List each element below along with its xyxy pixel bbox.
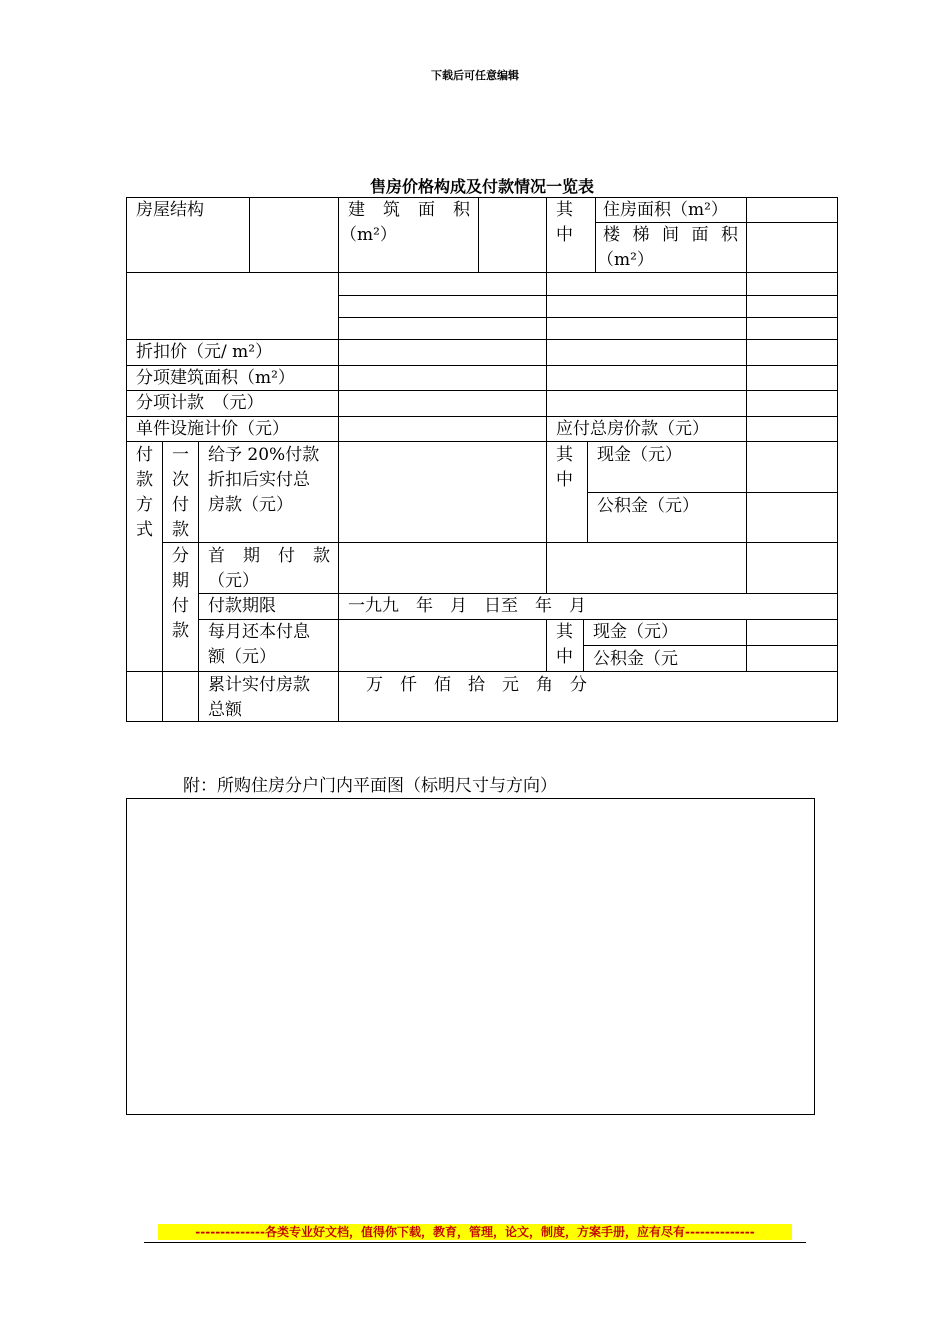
one-time-payment-label: 次: [172, 470, 189, 490]
building-area-label: 建 筑 面 积: [348, 200, 470, 220]
one-time-payment-label: 款: [172, 520, 189, 540]
of-which-label-2: 中: [556, 225, 573, 245]
installment-label: 款: [172, 621, 189, 641]
discount-price-label: 折扣价（元/ m²）: [136, 342, 273, 362]
footer-divider: [144, 1242, 806, 1243]
installment-label: 付: [172, 596, 189, 616]
payment-method-label: 式: [136, 520, 153, 540]
payment-method-label: 方: [136, 495, 153, 515]
down-payment-unit: （元）: [208, 571, 259, 591]
of-which-label-2: 中: [556, 470, 573, 490]
one-time-payment-label: 一: [172, 445, 189, 465]
item-building-area-label: 分项建筑面积（m²）: [136, 368, 295, 388]
one-time-desc: 折扣后实付总: [208, 470, 310, 490]
payment-term-label: 付款期限: [208, 596, 276, 616]
payment-method-label: 款: [136, 470, 153, 490]
of-which-label: 其: [556, 622, 573, 642]
document-title: 售房价格构成及付款情况一览表: [369, 177, 594, 196]
item-amount-label: 分项计款 （元）: [136, 393, 264, 413]
payment-term-value: 一九九 年 月 日至 年 月: [348, 596, 586, 616]
amount-units: 万 仟 佰 拾 元 角 分: [366, 675, 587, 695]
monthly-repay-label: 额（元）: [208, 647, 276, 667]
house-structure-label: 房屋结构: [136, 200, 204, 220]
cumulative-label: 累计实付房款: [208, 675, 310, 695]
floor-plan-box: [126, 798, 815, 1115]
header-note: 下载后可任意编辑: [431, 69, 519, 82]
provident-fund-label: 公积金（元）: [597, 496, 699, 516]
cumulative-label: 总额: [208, 700, 242, 720]
down-payment-label: 首 期 付 款: [208, 546, 330, 566]
attachment-label: 附：所购住房分户门内平面图（标明尺寸与方向）: [183, 776, 557, 796]
installment-label: 分: [172, 546, 189, 566]
cash-label: 现金（元）: [593, 622, 678, 642]
one-time-desc: 房款（元）: [208, 495, 293, 515]
stair-area-label: 楼 梯 间 面 积: [603, 225, 738, 245]
footer-banner: --------------各类专业好文档，值得你下载，教育，管理，论文，制度，方案手册，应有尽有--------------: [158, 1224, 792, 1240]
building-area-unit: （m²）: [340, 225, 397, 245]
facility-price-label: 单件设施计价（元）: [136, 419, 289, 439]
installment-label: 期: [172, 571, 189, 591]
payment-method-label: 付: [136, 445, 153, 465]
one-time-desc: 给予 20%付款: [208, 445, 320, 465]
total-payable-label: 应付总房价款（元）: [556, 419, 709, 439]
of-which-label: 其: [556, 445, 573, 465]
monthly-repay-label: 每月还本付息: [208, 622, 310, 642]
provident-fund-label: 公积金（元: [593, 649, 678, 669]
residential-area-label: 住房面积（m²）: [603, 200, 728, 220]
of-which-label-2: 中: [556, 647, 573, 667]
stair-area-unit: （m²）: [597, 250, 654, 270]
one-time-payment-label: 付: [172, 495, 189, 515]
cash-label: 现金（元）: [597, 445, 682, 465]
of-which-label: 其: [556, 200, 573, 220]
